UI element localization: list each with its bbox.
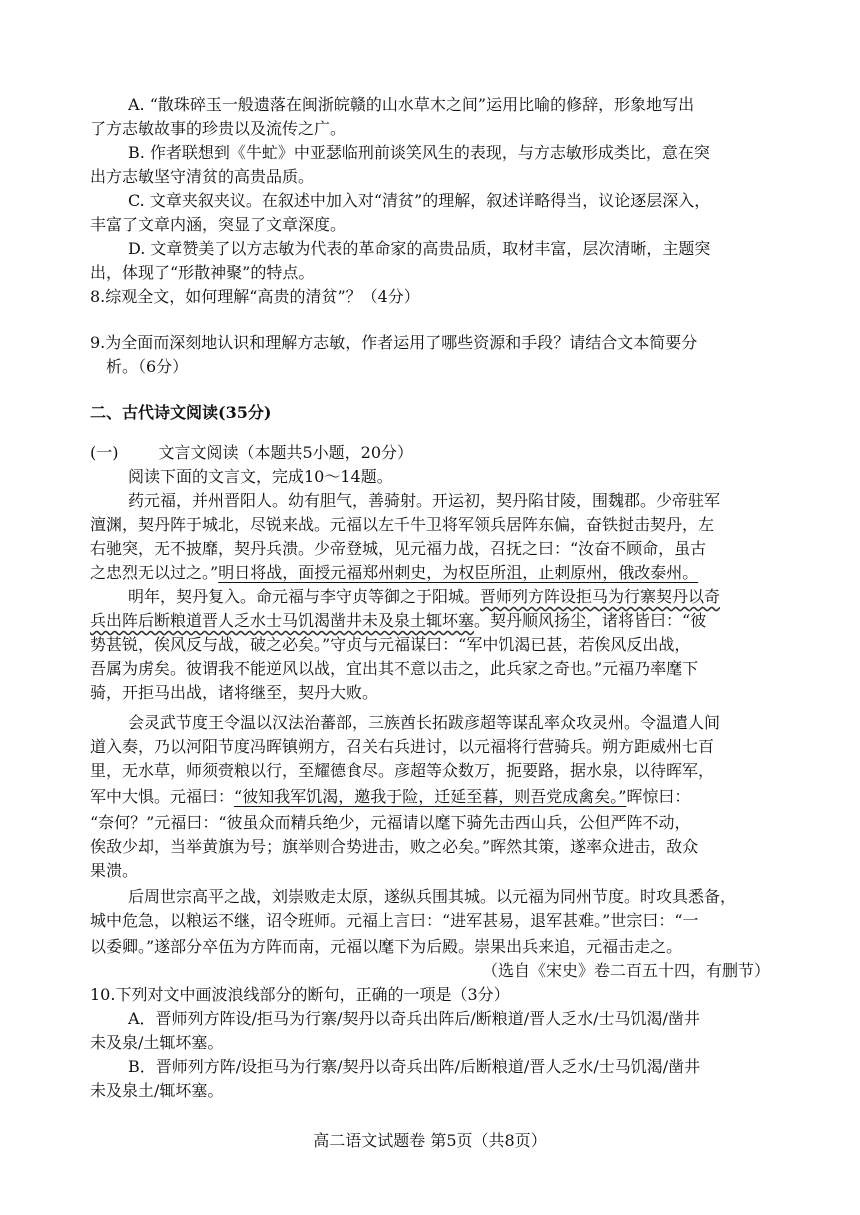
option-d-line1: D. 文章赞美了以方志敏为代表的革命家的高贵品质，取材丰富，层次清晰，主题突 (128, 239, 711, 258)
underlined-sentence: 明日将战，面授元福郑州刺史，为权臣所沮，止刺原州，俄改泰州。 (218, 563, 699, 582)
passage-line: 药元福，并州晋阳人。幼有胆气，善骑射。开运初，契丹陷甘陵，围魏郡。少帝驻军 (128, 491, 721, 510)
passage-line: 后周世宗高平之战，刘崇败走太原，遂纵兵围其城。以元福为同州节度。时攻具悉备， (128, 887, 737, 906)
q10-option-a-line1: A．晋师列方阵设/拒马为行寨/契丹以奇兵出阵后/断粮道/晋人乏水/士马饥渴/凿井 (128, 1009, 700, 1028)
subsection-number: (一) (90, 443, 119, 462)
passage-segment: 晖惊曰： (626, 787, 691, 806)
underlined-sentence: “彼知我军饥渴，邀我于险，迁延至暮，则吾党成禽矣。” (234, 787, 627, 806)
source-citation: （选自《宋史》卷二百五十四，有删节） (481, 961, 770, 980)
passage-line: 势甚锐，俟风反与战，破之必矣。”守贞与元福谋曰：“军中饥渴已甚，若俟风反出战， (90, 635, 691, 654)
question-8: 8.综观全文，如何理解“高贵的清贫”？（4分） (90, 287, 420, 306)
passage-line: 以委卿。”遂部分卒伍为方阵而南，元福以麾下为后殿。崇果出兵来追，元福击走之。 (90, 937, 683, 956)
option-b-line1: B. 作者联想到《牛虻》中亚瑟临刑前谈笑风生的表现，与方志敏形成类比，意在突 (128, 143, 710, 162)
wavy-underlined-segment: 兵出阵后断粮道晋人乏水士马饥渴凿井未及泉土辄坏塞 (90, 611, 475, 630)
question-9-line1: 9.为全面而深刻地认识和理解方志敏，作者运用了哪些资源和手段？请结合文本简要分 (90, 333, 698, 352)
passage-segment: 明年，契丹复入。命元福与李守贞等御之于阳城。 (128, 587, 481, 606)
wavy-underlined-segment: 晋师列方阵设拒马为行寨契丹以奇 (480, 587, 721, 606)
page-footer: 高二语文试题卷 第5页（共8页） (313, 1131, 547, 1150)
option-a-line1: A. “散珠碎玉一般遗落在闽浙皖赣的山水草木之间”运用比喻的修辞，形象地写出 (128, 95, 695, 114)
subsection-title: 文言文阅读（本题共5小题，20分） (158, 443, 414, 462)
passage-line (90, 610, 770, 632)
option-a-line2: 了方志敏故事的珍贵以及流传之广。 (90, 119, 347, 138)
passage-line (128, 586, 808, 608)
section-title: 二、古代诗文阅读(35分) (90, 403, 272, 422)
option-c-line2: 丰富了文章内涵，突显了文章深度。 (90, 215, 347, 234)
passage-line: 里，无水草，师须赍粮以行，至耀德食尽。彦超等众数万，扼要路，据水泉，以待晖军， (90, 761, 715, 780)
passage-line: 吾属为虏矣。彼谓我不能逆风以战，宜出其不意以击之，此兵家之奇也。”元福乃率麾下 (90, 659, 699, 678)
passage-line: 骑，开拒马出战，诸将继至，契丹大败。 (90, 683, 379, 702)
q10-option-b-line1: B．晋师列方阵/设拒马为行寨/契丹以奇兵出阵/后断粮道/晋人乏水/士马饥渴/凿井 (128, 1057, 701, 1076)
instruction: 阅读下面的文言文，完成10～14题。 (128, 467, 393, 486)
passage-line (90, 562, 770, 584)
passage-line: “奈何？”元福曰：“彼虽众而精兵绝少，元福请以麾下骑先击西山兵，公但严阵不动， (90, 813, 691, 832)
option-c-line1: C. 文章夹叙夹议。在叙述中加入对“清贫”的理解，叙述详略得当，议论逐层深入， (128, 191, 711, 210)
option-d-line2: 出，体现了“形散神聚”的特点。 (90, 263, 315, 282)
subsection-heading (90, 442, 770, 464)
passage-line: 会灵武节度王令温以汉法治蕃部，三族酋长拓跋彦超等谋乱率众攻灵州。令温遣人间 (128, 713, 721, 732)
option-b-line2: 出方志敏坚守清贫的高贵品质。 (90, 167, 315, 186)
passage-segment: 军中大惧。元福曰： (90, 787, 235, 806)
passage-line: 右驰突，无不披靡，契丹兵溃。少帝登城，见元福力战，召抚之曰：“汝奋不顾命，虽古 (90, 539, 707, 558)
passage-line: 澶渊，契丹阵于城北，尽锐来战。元福以左千牛卫将军领兵居阵东偏，奋铁挝击契丹，左 (90, 515, 715, 534)
question-9-line2: 析。（6分） (106, 357, 189, 376)
passage-line: 果溃。 (90, 861, 139, 880)
q10-option-b-line2: 未及泉土/辄坏塞。 (90, 1081, 224, 1100)
q10-option-a-line2: 未及泉/土辄坏塞。 (90, 1033, 224, 1052)
passage-line: 俟敌少却，当举黄旗为号；旗举则合势进击，败之必矣。”晖然其策，遂率众进击，敌众 (90, 837, 699, 856)
passage-segment: 之忠烈无以过之。” (90, 563, 219, 582)
passage-segment: 。契丹顺风扬尘，诸将皆曰：“彼 (474, 611, 707, 630)
passage-line: 道入奏，乃以河阳节度冯晖镇朔方，召关右兵进讨，以元福将行营骑兵。朔方距威州七百 (90, 737, 715, 756)
question-10: 10.下列对文中画波浪线部分的断句，正确的一项是（3分） (90, 985, 510, 1004)
passage-line (90, 786, 770, 808)
passage-line: 城中危急，以粮运不继，诏令班师。元福上言曰：“进军甚易，退军甚难。”世宗曰：“一 (90, 911, 699, 930)
